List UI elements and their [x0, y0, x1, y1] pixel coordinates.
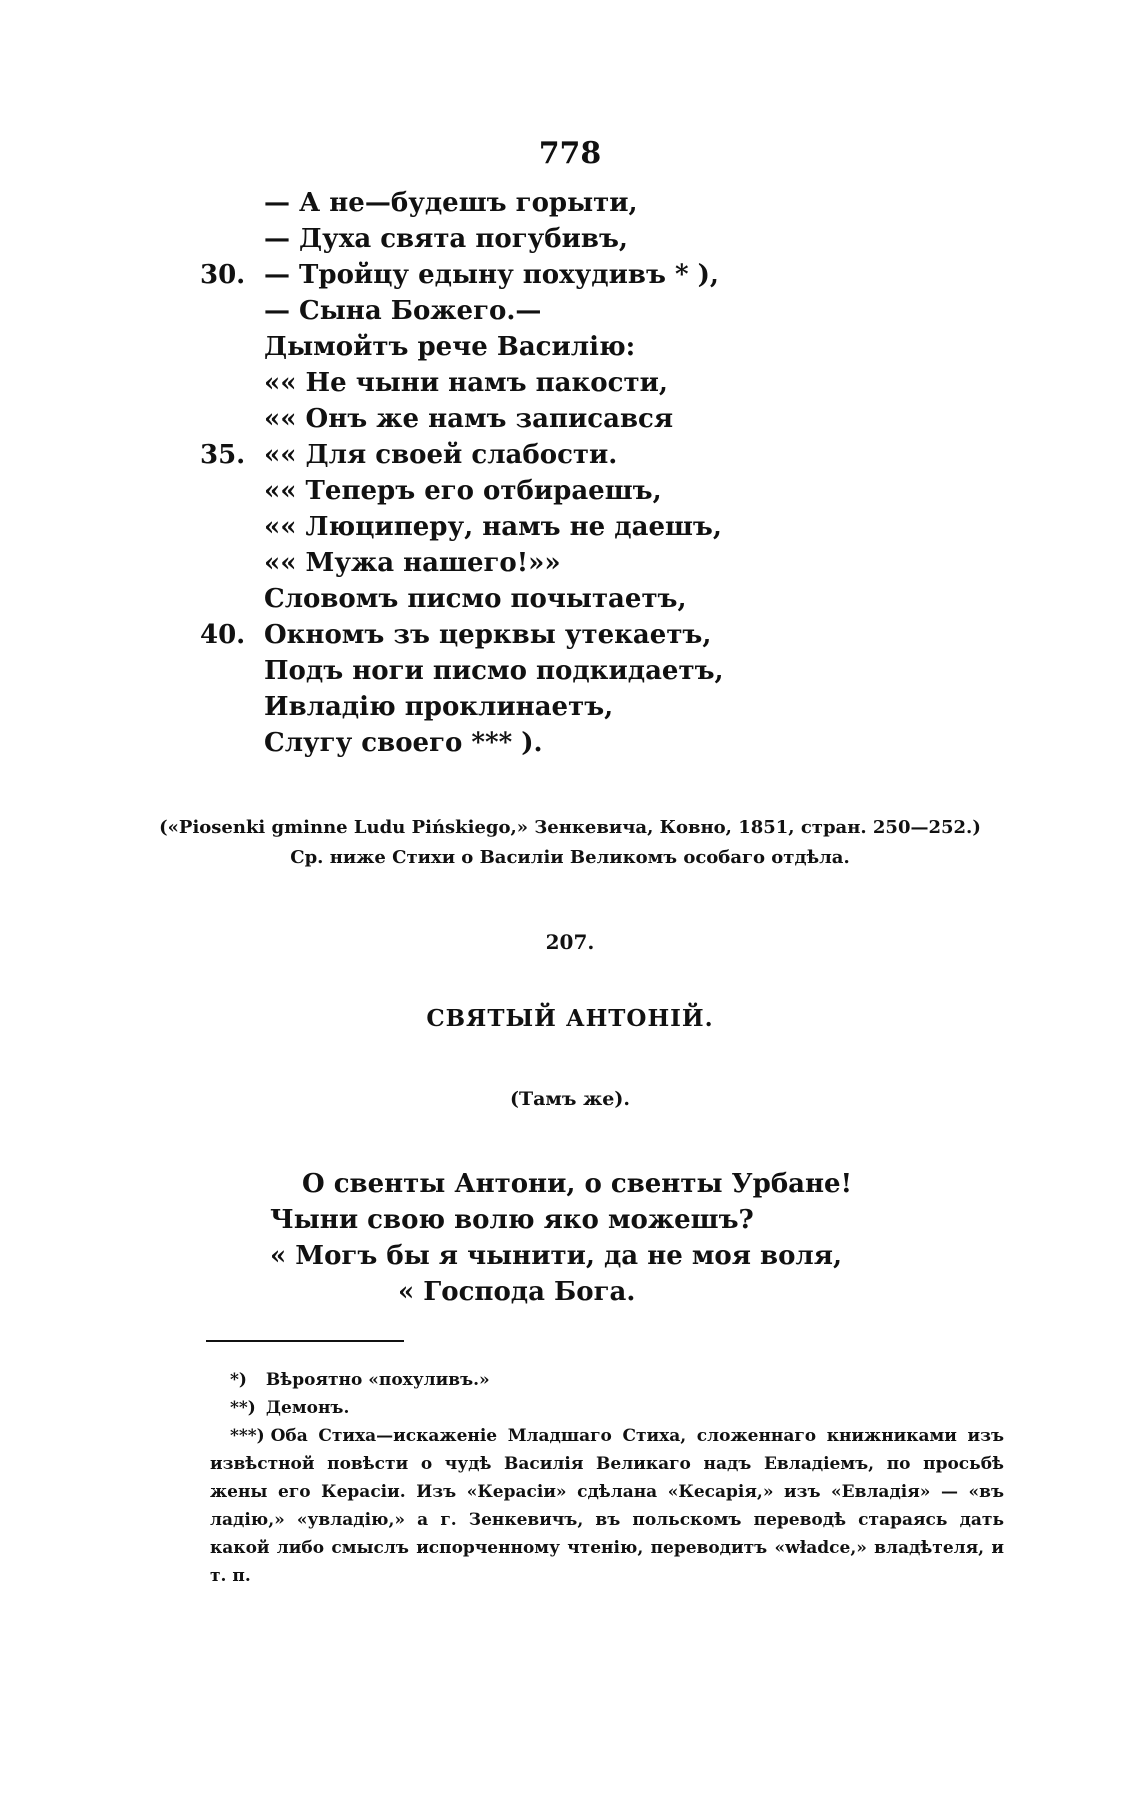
verse-line: Чыни свою волю яко можешъ? — [270, 1205, 754, 1235]
line-number: 40. — [200, 620, 246, 650]
footnote-text: Демонъ. — [265, 1398, 350, 1418]
footnote-marker: ***) — [230, 1426, 265, 1446]
source-citation — [0, 813, 1140, 873]
verse-stanza — [270, 1166, 852, 1310]
poem-line-text: Подъ ноги писмо подкидаетъ, — [264, 656, 724, 686]
line-number: 35. — [200, 440, 246, 470]
verse-line: О свенты Антони, о свенты Урбане! — [302, 1169, 853, 1199]
line-number: 30. — [200, 260, 246, 290]
poem-line-text: — А не—будешъ горыти, — [264, 188, 638, 218]
poem-line-text: «« Люциперу, намъ не даешъ, — [264, 512, 722, 542]
poem-line-text: «« Не чыни намъ пакости, — [264, 368, 668, 398]
poem-line-text: Дымойтъ рече Василію: — [264, 332, 636, 362]
source-citation-line: («Piosenki gminne Ludu Pińskiego,» Зенкевича, Ковно, 1851, стран. 250—252.) — [159, 817, 981, 838]
poem-line-text: Окномъ зъ церквы утекаетъ, — [264, 620, 712, 650]
page-number: 778 — [538, 136, 602, 171]
footnote-marker: *) — [230, 1370, 247, 1390]
poem-line-text: — Тройцу едыну похудивъ * ), — [264, 260, 719, 290]
poem-line-text: Ивладію проклинаетъ, — [264, 692, 614, 722]
footnote-marker: **) — [230, 1398, 256, 1418]
verse-line: « Могъ бы я чынити, да не моя воля, — [270, 1241, 843, 1271]
verse-line: « Господа Бога. — [398, 1277, 636, 1307]
footnote-text: Оба Стиха—искаженіе Младшаго Стиха, сложеннаго книжниками изъ извѣстной повѣсти о чудѣ Василія Великаго надъ Евладіемъ, по просьбѣ жены его Керасіи. Изъ «Керасіи» сдѣлана «Кесарія,» изъ «Евладія» — «въ ладію,» «увладію,» а г. Зенкевичъ, въ польскомъ переводѣ стараясь дать какой либо смыслъ испорченному чтенію, переводитъ «władce,» владѣтеля, и т. п. — [210, 1426, 1004, 1586]
poem-line-text: — Духа свята погубивъ, — [264, 224, 628, 254]
poem-line-text: «« Онъ же намъ записався — [264, 404, 674, 434]
poem-line-text: — Сына Божего.— — [264, 296, 542, 326]
footnote-2 — [210, 1394, 1004, 1422]
poem-line-text: «« Теперъ его отбираешъ, — [264, 476, 662, 506]
footnote-text: Вѣроятно «похуливъ.» — [265, 1370, 490, 1390]
footnotes — [210, 1366, 1004, 1590]
footnote-1 — [210, 1366, 1004, 1394]
poem-line-text: Слугу своего *** ). — [264, 728, 543, 758]
poem-line-text: Словомъ писмо почытаетъ, — [264, 584, 687, 614]
piece-title: СВЯТЫЙ АНТОНІЙ. — [426, 1005, 714, 1032]
cross-reference-line: Ср. ниже Стихи о Василіи Великомъ особаго отдѣла. — [290, 847, 850, 868]
footnote-3 — [210, 1422, 1004, 1590]
footnote-divider — [206, 1340, 404, 1342]
piece-number: 207. — [545, 930, 595, 954]
poem-line-text: «« Мужа нашего!»» — [264, 548, 561, 578]
piece-source: (Тамъ же). — [509, 1088, 630, 1110]
poem-line-text: «« Для своей слабости. — [264, 440, 618, 470]
